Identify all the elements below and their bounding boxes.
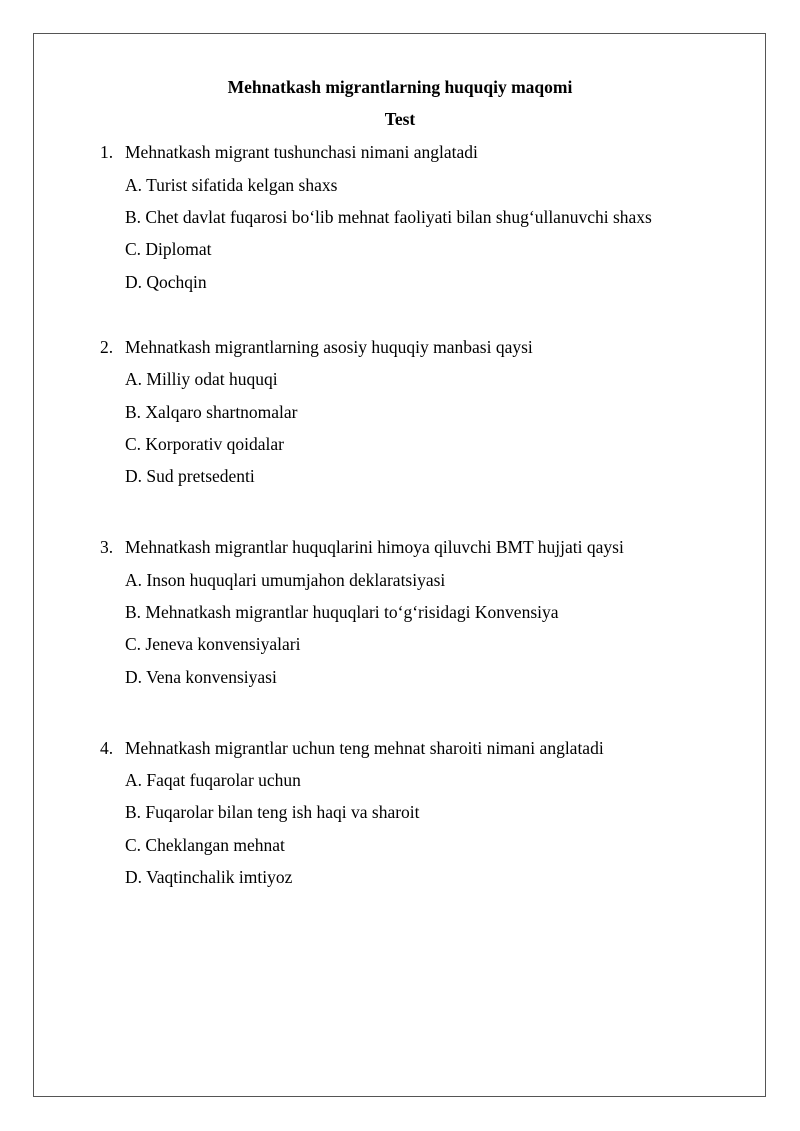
question-4-text-line [100, 737, 604, 759]
document-subtitle: Test [384, 109, 416, 129]
question-3-option-a: A. Inson huquqlari umumjahon deklaratsiyasi [125, 570, 446, 590]
question-1-text-line [100, 141, 478, 163]
question-4-text: Mehnatkash migrantlar uchun teng mehnat sharoiti nimani anglatadi [125, 738, 604, 758]
document-title: Mehnatkash migrantlarning huquqiy maqomi [227, 77, 573, 97]
question-4-number: 4. [100, 738, 114, 758]
question-3-option-b: B. Mehnatkash migrantlar huquqlari to‘g‘risidagi Konvensiya [125, 602, 559, 622]
question-2-option-a: A. Milliy odat huquqi [125, 369, 278, 389]
question-3-text: Mehnatkash migrantlar huquqlarini himoya qiluvchi BMT hujjati qaysi [125, 537, 624, 557]
question-1-option-d: D. Qochqin [125, 272, 207, 292]
question-2-text-line [100, 336, 533, 358]
question-2-option-b: B. Xalqaro shartnomalar [125, 402, 298, 422]
question-3-option-d: D. Vena konvensiyasi [125, 667, 277, 687]
question-4-option-c: C. Cheklangan mehnat [125, 835, 285, 855]
question-1-text: Mehnatkash migrant tushunchasi nimani anglatadi [125, 142, 478, 162]
question-3-option-c: C. Jeneva konvensiyalari [125, 634, 301, 654]
question-2-option-c: C. Korporativ qoidalar [125, 434, 284, 454]
question-2-text: Mehnatkash migrantlarning asosiy huquqiy manbasi qaysi [125, 337, 533, 357]
question-4-option-a: A. Faqat fuqarolar uchun [125, 770, 301, 790]
question-3-number: 3. [100, 537, 114, 557]
question-2-option-d: D. Sud pretsedenti [125, 466, 255, 486]
question-4-option-d: D. Vaqtinchalik imtiyoz [125, 867, 293, 887]
question-1-option-b: B. Chet davlat fuqarosi bo‘lib mehnat faoliyati bilan shug‘ullanuvchi shaxs [125, 207, 652, 227]
question-1-option-c: C. Diplomat [125, 239, 212, 259]
question-3-text-line [100, 536, 624, 558]
question-2-number: 2. [100, 337, 114, 357]
question-1-number: 1. [100, 142, 114, 162]
question-1-option-a: A. Turist sifatida kelgan shaxs [125, 175, 338, 195]
question-4-option-b: B. Fuqarolar bilan teng ish haqi va sharoit [125, 802, 420, 822]
